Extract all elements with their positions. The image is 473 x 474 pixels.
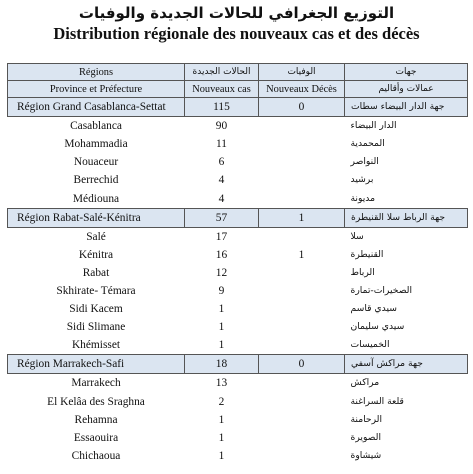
- table-row: [8, 153, 468, 171]
- cell-new-deaths: [259, 393, 345, 411]
- table-row: [8, 171, 468, 189]
- title-arabic: التوزيع الجغرافي للحالات الجديدة والوفيات: [78, 4, 395, 22]
- cell-name-ar: الصويرة: [350, 431, 382, 443]
- cell-name-ar: القنيطرة: [350, 248, 384, 260]
- cell-name-ar: سيدي سليمان: [350, 321, 405, 333]
- cell-name: Salé: [86, 230, 106, 243]
- cell-name-ar: سلا: [350, 230, 364, 242]
- table-row: [8, 227, 468, 246]
- cell-name-ar: النواصر: [350, 156, 379, 168]
- cell-new-cases: 6: [218, 156, 225, 169]
- cell-new-deaths: 0: [259, 98, 345, 117]
- cell-new-deaths: [259, 135, 345, 153]
- cell-name-ar: جهة الدار البيضاء سطات: [345, 98, 468, 117]
- cell-name: Sidi Slimane: [66, 321, 126, 334]
- cell-new-deaths: [259, 336, 345, 355]
- header-regions-ar: جهات: [345, 64, 468, 81]
- table-row: [8, 135, 468, 153]
- cell-new-cases: 1: [218, 303, 225, 316]
- cell-new-deaths: [259, 117, 345, 136]
- cell-new-deaths: [259, 300, 345, 318]
- cell-new-cases: 11: [216, 138, 227, 151]
- cell-new-cases: 18: [185, 355, 259, 374]
- cell-name: Mohammadia: [64, 138, 128, 151]
- title-block: [0, 0, 473, 59]
- table-row: [8, 374, 468, 393]
- header-new-cases-ar: الحالات الجديدة: [185, 64, 259, 81]
- cell-name-ar: جهة الرباط سلا القنيطرة: [345, 208, 468, 227]
- cell-name-ar: المحمدية: [350, 138, 385, 150]
- header-regions: Régions: [8, 64, 185, 81]
- cell-name-ar: الرباط: [350, 266, 375, 278]
- cell-new-cases: 2: [218, 395, 225, 408]
- cell-new-cases: 4: [218, 192, 225, 205]
- cell-new-cases: 17: [215, 230, 228, 243]
- table-row: [8, 246, 468, 264]
- table-row: [8, 429, 468, 447]
- cell-new-deaths: [259, 264, 345, 282]
- cell-new-cases: 16: [215, 248, 228, 261]
- cell-name: Rehamna: [74, 413, 118, 426]
- cell-new-cases: 13: [215, 377, 228, 390]
- table-row: [8, 117, 468, 136]
- table-row: [8, 336, 468, 355]
- cell-name: Essaouira: [73, 431, 119, 444]
- table-row: [8, 282, 468, 300]
- cell-name: Khémisset: [71, 339, 121, 352]
- cell-new-cases: 4: [218, 174, 225, 187]
- table-row: [8, 189, 468, 208]
- table-row: [8, 393, 468, 411]
- cell-name: El Kelâa des Sraghna: [47, 395, 145, 408]
- cell-new-deaths: 1: [259, 208, 345, 227]
- cell-name-ar: الخميسات: [350, 339, 390, 351]
- title-french: Distribution régionale des nouveaux cas et des décès: [53, 24, 420, 43]
- cell-new-cases: 1: [218, 339, 225, 352]
- cell-new-cases: 90: [215, 120, 228, 133]
- cell-name-ar: مديونة: [350, 192, 376, 204]
- cell-new-cases: 1: [218, 413, 225, 426]
- table-row: [8, 447, 468, 465]
- cell-name: Région Grand Casablanca-Settat: [8, 98, 185, 117]
- cell-name: Chichaoua: [71, 449, 121, 462]
- cell-name: Kénitra: [78, 248, 114, 261]
- header-province: Province et Préfecture: [8, 81, 185, 98]
- cell-new-deaths: [259, 189, 345, 208]
- table-row: [8, 300, 468, 318]
- cell-name-ar: سيدي قاسم: [350, 303, 397, 315]
- table-row: [8, 318, 468, 336]
- cell-name: Rabat: [82, 266, 110, 279]
- table-header-row-2: [8, 81, 468, 98]
- cell-new-deaths: [259, 374, 345, 393]
- cell-new-deaths: 0: [259, 355, 345, 374]
- header-new-cases: Nouveaux cas: [185, 81, 259, 98]
- cell-new-deaths: [259, 171, 345, 189]
- cell-name: Casablanca: [70, 120, 122, 133]
- cell-new-deaths: 1: [298, 248, 305, 261]
- cell-new-cases: 12: [215, 266, 228, 279]
- header-new-deaths: Nouveaux Décès: [259, 81, 345, 98]
- region-row: [8, 208, 468, 227]
- cell-new-deaths: [259, 318, 345, 336]
- cell-new-cases: 1: [218, 431, 225, 444]
- cell-name-ar: الدار البيضاء: [350, 120, 397, 132]
- cell-new-deaths: [259, 282, 345, 300]
- cell-new-cases: 9: [218, 284, 225, 297]
- header-provinces-ar: عمالات وأقاليم: [345, 81, 468, 98]
- cell-name-ar: برشيد: [350, 174, 374, 186]
- region-row: [8, 355, 468, 374]
- cell-name: Médiouna: [72, 192, 120, 205]
- cell-name-ar: مراكش: [350, 377, 380, 389]
- cell-new-cases: 115: [185, 98, 259, 117]
- cell-new-deaths: [259, 447, 345, 465]
- cell-name: Sidi Kacem: [69, 303, 123, 316]
- cell-new-cases: 1: [218, 449, 225, 462]
- cell-new-deaths: [259, 429, 345, 447]
- cell-name-ar: الرحامنة: [350, 413, 383, 425]
- cell-name: Marrakech: [71, 377, 121, 390]
- cell-name-ar: شيشاوة: [350, 449, 382, 461]
- cell-name-ar: قلعة السراغنة: [350, 395, 404, 407]
- cell-new-deaths: [259, 153, 345, 171]
- cell-name: Berrechid: [73, 174, 119, 187]
- cell-name: Skhirate- Témara: [56, 284, 136, 297]
- cell-name: Région Rabat-Salé-Kénitra: [8, 208, 185, 227]
- cell-name-ar: جهة مراكش آسفي: [345, 355, 468, 374]
- table-header-row-1: [8, 64, 468, 81]
- cell-new-deaths: [259, 227, 345, 246]
- table-row: [8, 411, 468, 429]
- header-deaths-ar: الوفيات: [259, 64, 345, 81]
- cell-name: Région Marrakech-Safi: [8, 355, 185, 374]
- distribution-table: [7, 63, 468, 465]
- cell-new-deaths: [259, 411, 345, 429]
- cell-name: Nouaceur: [73, 156, 119, 169]
- table-row: [8, 264, 468, 282]
- region-row: [8, 98, 468, 117]
- cell-new-cases: 57: [185, 208, 259, 227]
- cell-name-ar: الصخيرات-تمارة: [350, 284, 413, 296]
- cell-new-cases: 1: [218, 321, 225, 334]
